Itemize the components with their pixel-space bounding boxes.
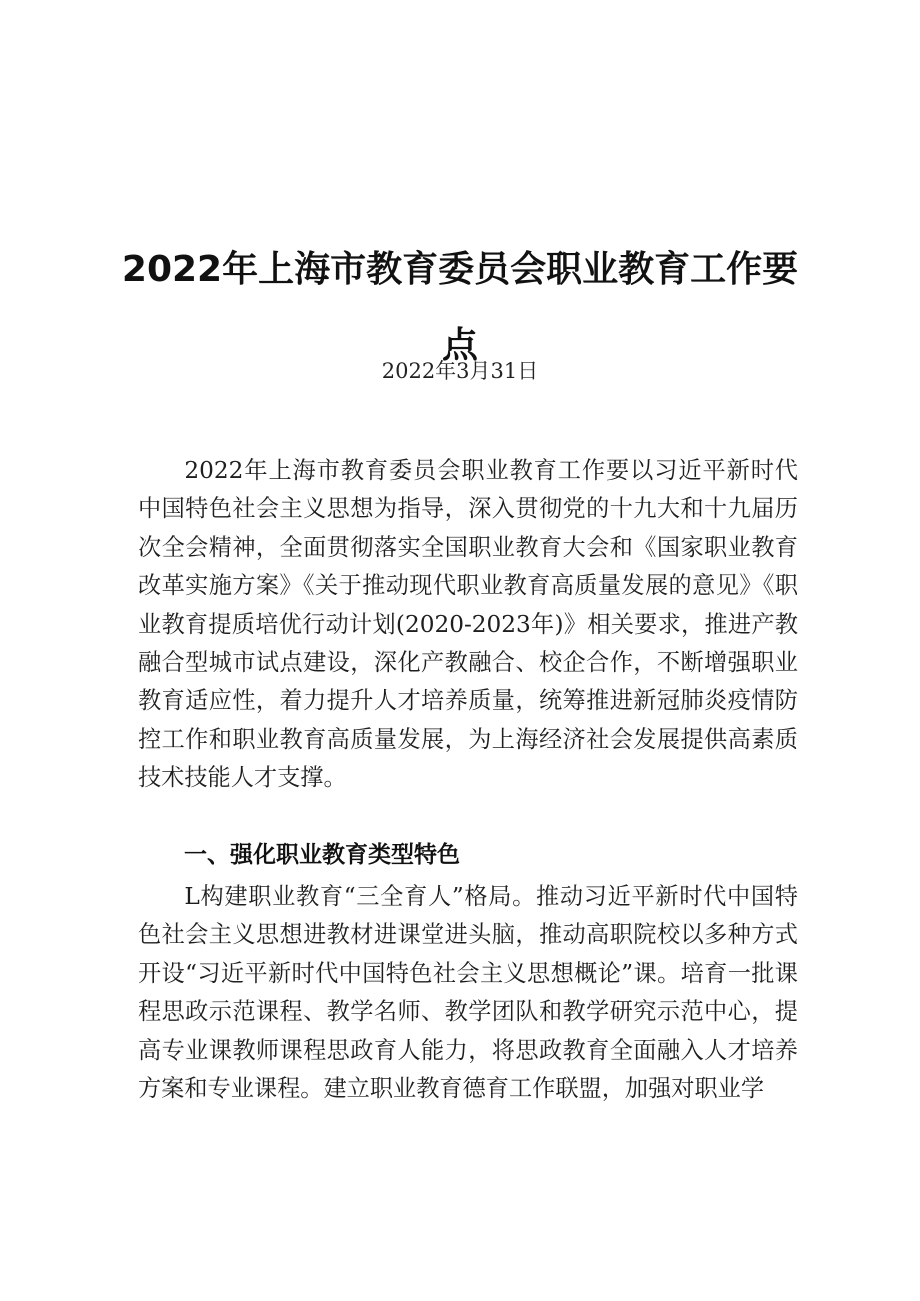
document-date: 2022年3月31日 [381,359,539,383]
document-title: 2022年上海市教育委员会职业教育工作要点 [121,249,799,367]
section-heading: 一、强化职业教育类型特色 [184,842,460,868]
intro-paragraph: 2022年上海市教育委员会职业教育工作要以习近平新时代中国特色社会主义思想为指导，深入贯彻党的十九大和十九届历次全会精神，全面贯彻落实全国职业教育大会和《国家职业教育改革实施方案》《关于推动现代职业教育高质量发展的意见》《职业教育提质培优行动计划(2020-2023年)》相关要求，推进产教融合型城市试点建设，深化产教融合、校企合作，不断增强职业教育适应性，着力提升人才培养质量，统筹推进新冠肺炎疫情防控工作和职业教育高质量发展，为上海经济社会发展提供高素质技术技能人才支撑。 [138,457,798,792]
section-paragraph: L构建职业教育“三全育人”格局。推动习近平新时代中国特色社会主义思想进教材进课堂进头脑，推动高职院校以多种方式开设“习近平新时代中国特色社会主义思想概论”课。培育一批课程思政示范课程、教学名师、教学团队和教学研究示范中心，提高专业课教师课程思政育人能力，将思政教育全面融入人才培养方案和专业课程。建立职业教育德育工作联盟，加强对职业学 [138,883,798,1103]
